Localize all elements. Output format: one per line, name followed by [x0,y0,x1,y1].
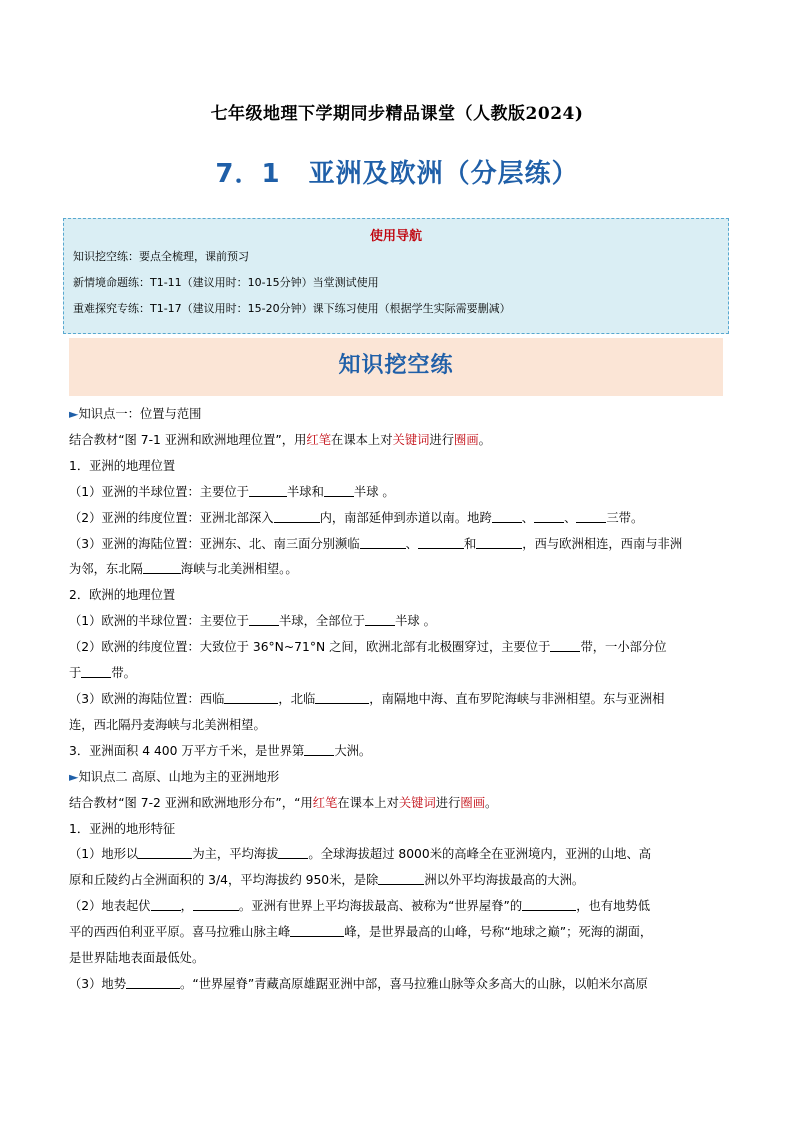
text: 。“世界屋脊”青藏高原雄踞亚洲中部，喜马拉雅山脉等众多高大的山脉，以帕米尔高原 [180,976,648,991]
text: （2）欧洲的纬度位置：大致位于 36°N~71°N 之间，欧洲北部有北极圈穿过，主要位于 [69,640,551,655]
text: 为邻，东北隔 [69,562,143,577]
fill-blank[interactable] [550,639,580,652]
highlight-text: 圈画 [460,795,485,810]
text: ，北临 [278,691,316,706]
question-line [69,532,729,558]
subheading: 2．欧洲的地理位置 [69,588,176,603]
triangle-marker-icon: ► [69,407,79,421]
text: 进行 [435,795,461,810]
text: 、 [521,510,535,525]
knowledge-point-label: 知识点二 高原、山地为主的亚洲地形 [78,769,280,784]
text: 半球，全部位于 [278,614,366,629]
fill-blank[interactable] [278,846,308,859]
fill-blank[interactable] [476,536,522,549]
text: 。 [478,432,491,447]
text: ，南隔地中海、直布罗陀海峡与非洲相望。东与亚洲相 [369,691,665,706]
text: 、 [405,536,418,551]
guide-title: 使用导航 [369,229,422,244]
fill-blank[interactable] [126,976,180,989]
fill-blank[interactable] [224,691,278,704]
question-line [69,972,729,998]
question-line [69,920,729,946]
fill-blank[interactable] [249,613,279,626]
text: 结合教材“图 7-1 亚洲和欧洲地理位置”，用 [69,432,307,447]
fill-blank[interactable] [138,846,192,859]
usage-guide-box [63,218,729,334]
fill-blank[interactable] [290,924,344,937]
lesson-title [0,153,794,190]
text: 3．亚洲面积 4 400 万平方千米，是世界第 [69,743,305,758]
fill-blank[interactable] [315,691,369,704]
question-line [69,868,729,894]
fill-blank[interactable] [492,510,522,523]
worksheet-content [69,402,729,998]
question-line [69,739,729,765]
question-line [69,635,729,661]
question-line [69,557,729,583]
text: 、 [564,510,577,525]
fill-blank[interactable] [81,665,111,678]
instruction-line [69,791,729,817]
fill-blank[interactable] [365,613,395,626]
question-line [69,842,729,868]
question-line: 连，西北隔丹麦海峡与北美洲相望。 [69,717,266,732]
text: 半球 。 [395,614,436,629]
text: 在课本上对 [331,432,393,447]
text: ，西与欧洲相连，西南与非洲 [522,536,683,551]
guide-row: 重难探究专练：T1-17（建议用时：15-20分钟）课下练习使用（根据学生实际需要删减） [73,302,511,315]
text: 海峡与北美洲相望。。 [180,562,298,577]
guide-row: 新情境命题练：T1-11（建议用时：10-15分钟）当堂测试使用 [73,276,379,289]
question-line [69,480,729,506]
fill-blank[interactable] [576,510,606,523]
knowledge-point-heading [69,765,729,791]
text: 在课本上对 [337,795,399,810]
text: 为主，平均海拔 [192,847,279,862]
question-line [69,894,729,920]
question-line [69,687,729,713]
text: 原和丘陵约占全洲面积的 3/4，平均海拔约 950米，是除 [69,873,379,888]
text: （2）地表起伏 [69,899,151,914]
knowledge-point-heading [69,402,729,428]
lesson-number: 7．1 [215,159,281,189]
text: 大洲。 [334,743,372,758]
subheading: 1．亚洲的地形特征 [69,821,176,836]
text: （1）欧洲的半球位置：主要位于 [69,614,249,629]
text: （1）亚洲的半球位置：主要位于 [69,484,249,499]
text: 于 [69,666,82,681]
question-line [69,609,729,635]
text: 结合教材“图 7-2 亚洲和欧洲地形分布”，“用 [69,795,313,810]
text: ， [180,899,193,914]
highlight-text: 圈画 [454,432,479,447]
fill-blank[interactable] [274,510,320,523]
text: 峰，是世界最高的山峰，号称“地球之巅”；死海的湖面， [344,925,653,940]
text: 半球 。 [353,484,395,499]
triangle-marker-icon: ► [69,769,79,784]
text: （3）欧洲的海陆位置：西临 [69,691,225,706]
question-line [69,661,729,687]
text: 和 [463,536,477,551]
series-title: 七年级地理下学期同步精品课堂（人教版2024) [210,104,584,124]
text: （2）亚洲的纬度位置：亚洲北部深入 [69,510,274,525]
text: 。全球海拔超过 8000米的高峰全在亚洲境内，亚洲的山地、高 [308,847,652,862]
fill-blank[interactable] [378,872,424,885]
highlight-text: 关键词 [398,795,436,810]
text: 带。 [111,666,136,681]
text: （1）地形以 [69,847,139,862]
text: 。 [485,795,498,810]
highlight-text: 关键词 [392,432,430,447]
fill-blank[interactable] [534,510,564,523]
question-line: 是世界陆地表面最低处。 [69,951,205,966]
subheading: 1．亚洲的地理位置 [69,458,176,473]
highlight-text: 红笔 [306,432,332,447]
fill-blank[interactable] [418,536,464,549]
text: ，也有地势低 [576,899,650,914]
knowledge-point-label: 知识点一：位置与范围 [78,407,202,421]
instruction-line [69,428,729,454]
fill-blank[interactable] [360,536,406,549]
text: 。亚洲有世界上平均海拔最高、被称为“世界屋脊”的 [238,899,523,914]
fill-blank[interactable] [193,898,239,911]
fill-blank[interactable] [324,484,354,497]
section-title: 知识挖空练 [338,353,454,378]
fill-blank[interactable] [522,898,576,911]
section-banner [69,338,723,396]
fill-blank[interactable] [151,898,181,911]
text: （3）亚洲的海陆位置：亚洲东、北、南三面分别濒临 [69,536,360,551]
text: 平的西西伯利亚平原。喜马拉雅山脉主峰 [69,925,291,940]
text: 半球和 [286,484,324,499]
text: 洲以外平均海拔最高的大洲。 [424,873,585,888]
text: （3）地势 [69,976,127,991]
fill-blank[interactable] [143,561,181,574]
text: 进行 [429,432,455,447]
highlight-text: 红笔 [312,795,338,810]
guide-row: 知识挖空练：要点全梳理，课前预习 [73,250,249,263]
text: 带，一小部分位 [580,640,667,655]
lesson-title-text: 亚洲及欧洲（分层练） [308,159,579,189]
fill-blank[interactable] [249,484,287,497]
fill-blank[interactable] [304,743,334,756]
text: 内，南部延伸到赤道以南。地跨 [319,510,492,525]
text: 三带。 [606,510,644,525]
question-line [69,506,729,532]
